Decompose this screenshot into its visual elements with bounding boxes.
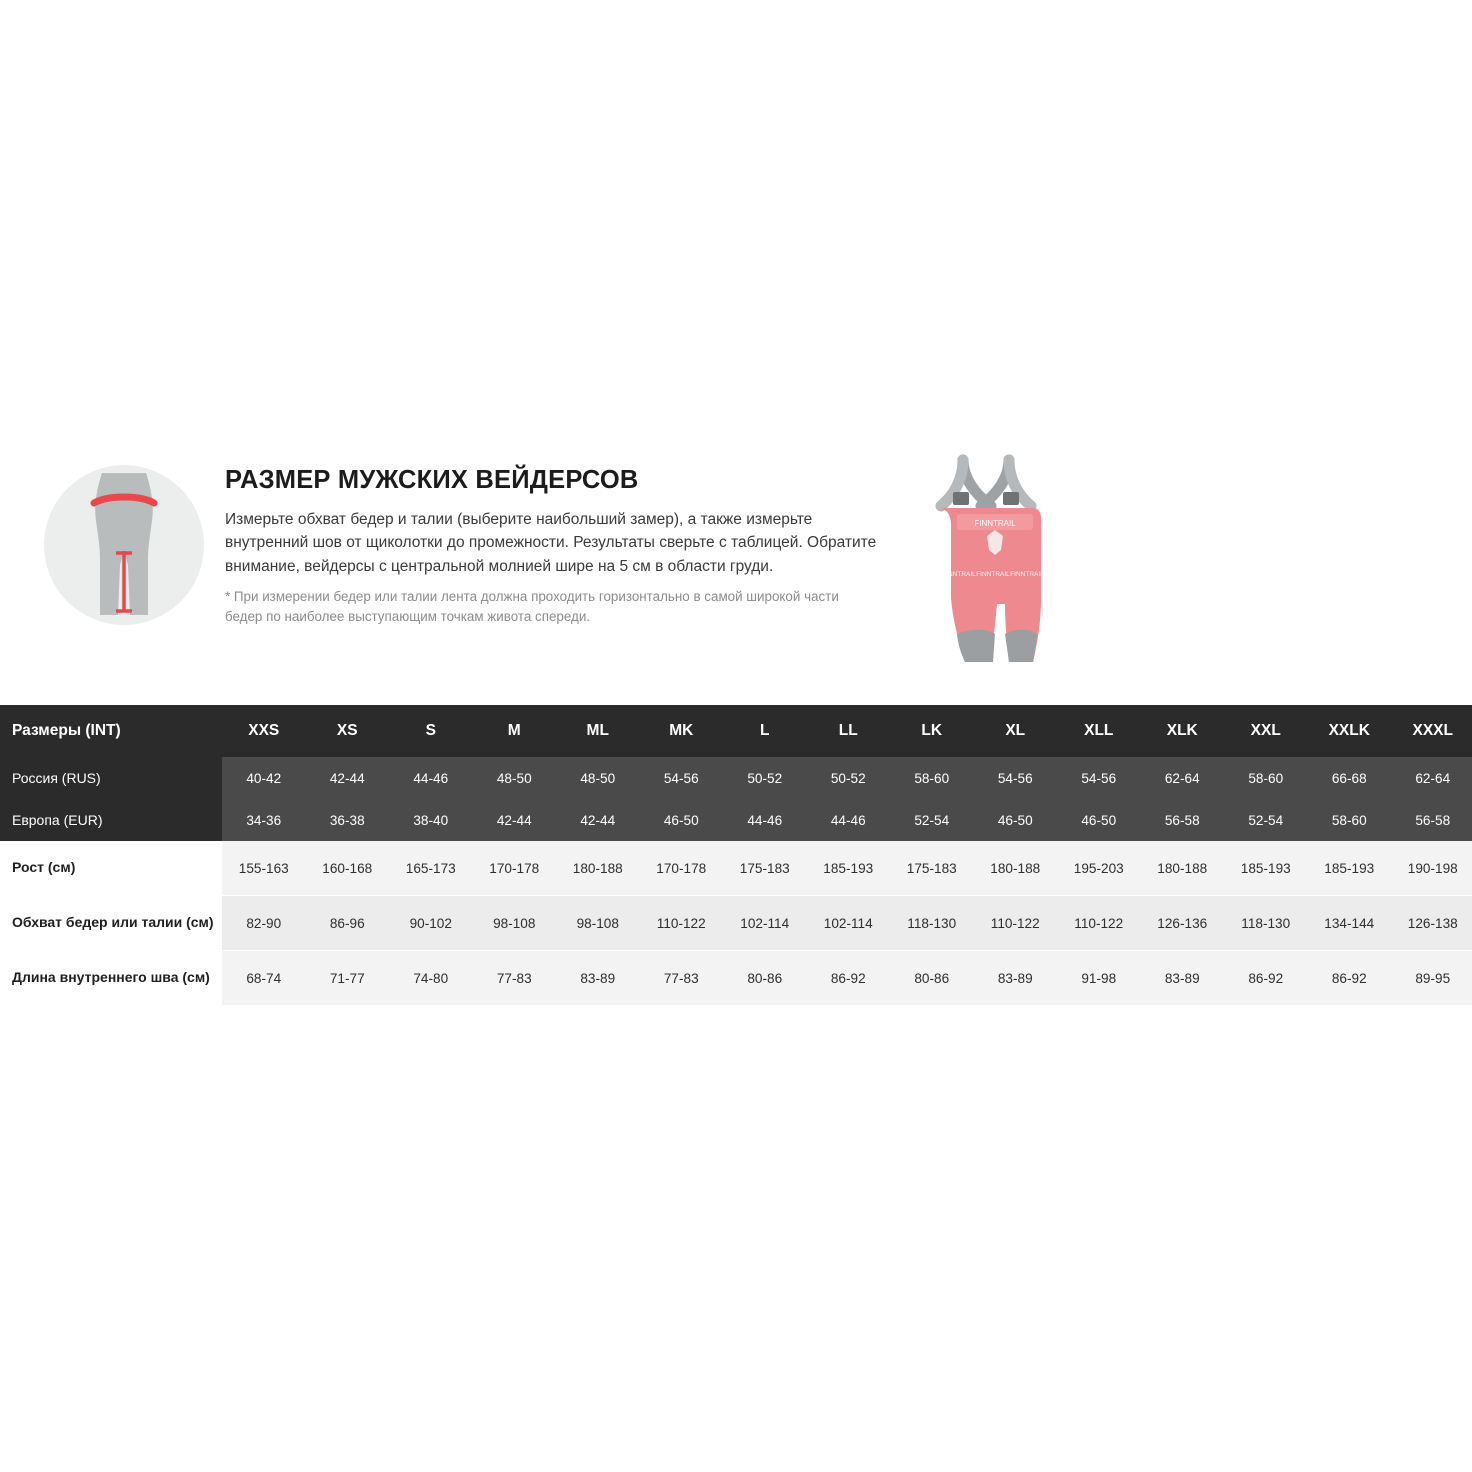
cell-rus-0: 40-42 — [222, 757, 306, 799]
header-size-xll: XLL — [1057, 705, 1141, 757]
table-row-inseam — [0, 951, 1472, 1006]
size-table-container — [0, 705, 1472, 1005]
cell-inseam-10: 91-98 — [1057, 951, 1141, 1006]
cell-hip-3: 98-108 — [473, 896, 557, 951]
cell-hip-9: 110-122 — [974, 896, 1058, 951]
cell-height-0: 155-163 — [222, 841, 306, 896]
cell-inseam-6: 80-86 — [723, 951, 807, 1006]
cell-hip-14: 126-138 — [1391, 896, 1472, 951]
cell-height-11: 180-188 — [1141, 841, 1225, 896]
measurement-illustration — [44, 465, 204, 625]
cell-rus-7: 50-52 — [807, 757, 891, 799]
cell-hip-0: 82-90 — [222, 896, 306, 951]
header-size-m: M — [473, 705, 557, 757]
cell-rus-5: 54-56 — [640, 757, 724, 799]
cell-height-9: 180-188 — [974, 841, 1058, 896]
cell-eur-12: 52-54 — [1224, 799, 1308, 841]
header-size-xl: XL — [974, 705, 1058, 757]
cell-eur-10: 46-50 — [1057, 799, 1141, 841]
cell-height-4: 180-188 — [556, 841, 640, 896]
cell-rus-14: 62-64 — [1391, 757, 1472, 799]
cell-hip-2: 90-102 — [389, 896, 473, 951]
cell-eur-4: 42-44 — [556, 799, 640, 841]
cell-eur-1: 36-38 — [306, 799, 390, 841]
cell-hip-12: 118-130 — [1224, 896, 1308, 951]
header-size-xxxl: XXXL — [1391, 705, 1472, 757]
cell-eur-0: 34-36 — [222, 799, 306, 841]
row-label-rus: Россия (RUS) — [0, 757, 222, 799]
cell-height-2: 165-173 — [389, 841, 473, 896]
header-size-xxlk: XXLK — [1308, 705, 1392, 757]
header-size-ml: ML — [556, 705, 640, 757]
lower-body-figure-icon — [44, 465, 204, 625]
header-size-xs: XS — [306, 705, 390, 757]
cell-rus-6: 50-52 — [723, 757, 807, 799]
cell-inseam-2: 74-80 — [389, 951, 473, 1006]
cell-inseam-12: 86-92 — [1224, 951, 1308, 1006]
cell-inseam-11: 83-89 — [1141, 951, 1225, 1006]
cell-height-8: 175-183 — [890, 841, 974, 896]
cell-eur-3: 42-44 — [473, 799, 557, 841]
header-size-xxl: XXL — [1224, 705, 1308, 757]
row-label-inseam: Длина внутреннего шва (см) — [0, 951, 222, 1006]
cell-height-7: 185-193 — [807, 841, 891, 896]
row-label-hip-waist: Обхват бедер или талии (см) — [0, 896, 222, 951]
cell-inseam-14: 89-95 — [1391, 951, 1472, 1006]
cell-inseam-5: 77-83 — [640, 951, 724, 1006]
cell-rus-8: 58-60 — [890, 757, 974, 799]
cell-hip-4: 98-108 — [556, 896, 640, 951]
cell-eur-7: 44-46 — [807, 799, 891, 841]
header-size-lk: LK — [890, 705, 974, 757]
waders-product-illustration — [905, 448, 1065, 698]
cell-height-10: 195-203 — [1057, 841, 1141, 896]
cell-eur-13: 58-60 — [1308, 799, 1392, 841]
cell-hip-13: 134-144 — [1308, 896, 1392, 951]
table-header-row — [0, 705, 1472, 757]
cell-inseam-1: 71-77 — [306, 951, 390, 1006]
cell-height-3: 170-178 — [473, 841, 557, 896]
cell-rus-9: 54-56 — [974, 757, 1058, 799]
cell-hip-1: 86-96 — [306, 896, 390, 951]
cell-rus-3: 48-50 — [473, 757, 557, 799]
cell-hip-11: 126-136 — [1141, 896, 1225, 951]
cell-height-6: 175-183 — [723, 841, 807, 896]
svg-text:FINNTRAIL: FINNTRAIL — [974, 519, 1016, 528]
cell-hip-5: 110-122 — [640, 896, 724, 951]
cell-height-5: 170-178 — [640, 841, 724, 896]
table-row-rus — [0, 757, 1472, 799]
intro-section — [0, 440, 1472, 710]
svg-text:FINNTRAIL: FINNTRAIL — [976, 571, 1010, 578]
table-row-eur — [0, 799, 1472, 841]
header-size-xxs: XXS — [222, 705, 306, 757]
header-size-l: L — [723, 705, 807, 757]
svg-text:FINNTRAIL: FINNTRAIL — [942, 571, 976, 578]
table-row-hip-waist — [0, 896, 1472, 951]
header-size-xlk: XLK — [1141, 705, 1225, 757]
cell-eur-5: 46-50 — [640, 799, 724, 841]
page-title: РАЗМЕР МУЖСКИХ ВЕЙДЕРСОВ — [225, 466, 639, 494]
cell-height-14: 190-198 — [1391, 841, 1472, 896]
cell-eur-2: 38-40 — [389, 799, 473, 841]
waders-image — [905, 448, 1105, 703]
cell-hip-8: 118-130 — [890, 896, 974, 951]
cell-rus-11: 62-64 — [1141, 757, 1225, 799]
cell-inseam-4: 83-89 — [556, 951, 640, 1006]
cell-hip-6: 102-114 — [723, 896, 807, 951]
intro-description: Измерьте обхват бедер и талии (выберите наибольший замер), а также измерьте внутренний шов от щиколотки до промежности. Результаты сверьте с таблицей. Обратите внимание, вейдерсы с центральной молнией шире на 5 см в области груди. — [225, 511, 877, 575]
cell-height-1: 160-168 — [306, 841, 390, 896]
cell-rus-1: 42-44 — [306, 757, 390, 799]
cell-inseam-13: 86-92 — [1308, 951, 1392, 1006]
cell-eur-8: 52-54 — [890, 799, 974, 841]
cell-hip-7: 102-114 — [807, 896, 891, 951]
cell-rus-13: 66-68 — [1308, 757, 1392, 799]
intro-footnote: * При измерении бедер или талии лента должна проходить горизонтально в самой широкой части бедер по наиболее выступающим точкам живота спереди. — [225, 588, 839, 625]
cell-inseam-3: 77-83 — [473, 951, 557, 1006]
cell-inseam-7: 86-92 — [807, 951, 891, 1006]
cell-height-13: 185-193 — [1308, 841, 1392, 896]
cell-rus-2: 44-46 — [389, 757, 473, 799]
cell-rus-4: 48-50 — [556, 757, 640, 799]
cell-eur-9: 46-50 — [974, 799, 1058, 841]
cell-height-12: 185-193 — [1224, 841, 1308, 896]
svg-text:FINNTRAIL: FINNTRAIL — [1010, 571, 1044, 578]
table-row-height — [0, 841, 1472, 896]
cell-eur-11: 56-58 — [1141, 799, 1225, 841]
row-label-height: Рост (см) — [0, 841, 222, 896]
intro-text-block — [225, 466, 885, 628]
cell-hip-10: 110-122 — [1057, 896, 1141, 951]
cell-rus-10: 54-56 — [1057, 757, 1141, 799]
header-size-s: S — [389, 705, 473, 757]
cell-eur-14: 56-58 — [1391, 799, 1472, 841]
cell-inseam-9: 83-89 — [974, 951, 1058, 1006]
header-size-ll: LL — [807, 705, 891, 757]
cell-eur-6: 44-46 — [723, 799, 807, 841]
size-table — [0, 705, 1472, 1005]
row-label-eur: Европа (EUR) — [0, 799, 222, 841]
header-size-mk: MK — [640, 705, 724, 757]
cell-inseam-8: 80-86 — [890, 951, 974, 1006]
cell-rus-12: 58-60 — [1224, 757, 1308, 799]
header-label: Размеры (INT) — [0, 705, 222, 757]
cell-inseam-0: 68-74 — [222, 951, 306, 1006]
